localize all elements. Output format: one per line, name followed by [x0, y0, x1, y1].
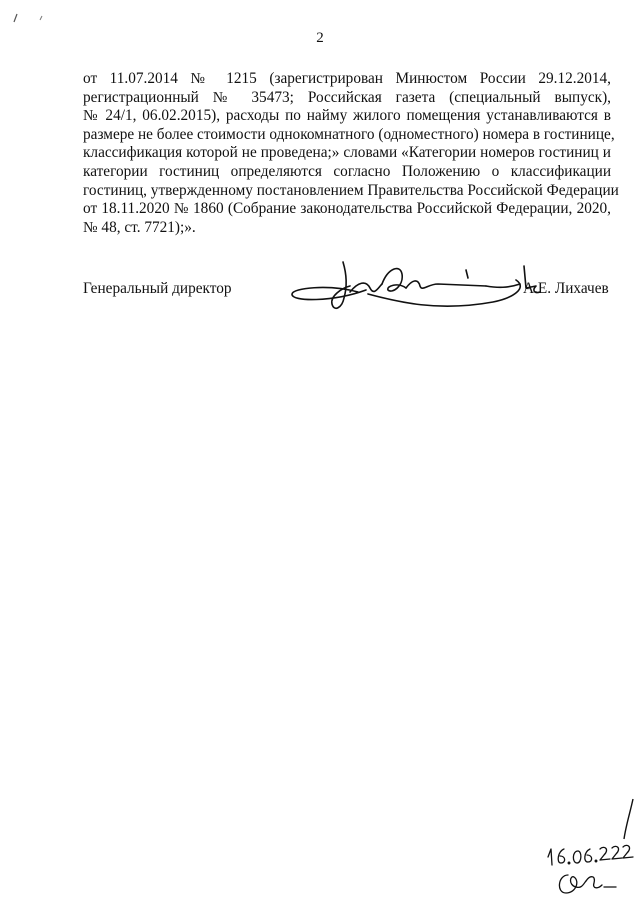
- body-line: гостиниц, утвержденному постановлением Правительства Российской Федерации: [83, 181, 619, 199]
- body-line: размере не более стоимости однокомнатного (одноместного) номера в гостинице,: [83, 125, 615, 143]
- body-line: категории гостиниц определяются согласно Положению о классификации: [83, 162, 611, 180]
- body-line: № 24/1, 06.02.2015), расходы по найму жилого помещения устанавливаются в: [83, 107, 611, 125]
- body-paragraph: [83, 70, 619, 237]
- handwritten-date-and-initials: [528, 835, 638, 905]
- page-number: 2: [316, 30, 324, 46]
- scan-artifact-top-left: [10, 8, 50, 28]
- body-line: классификация которой не проведена;» словами «Категории номеров гостиниц и: [83, 144, 611, 162]
- body-line: от 18.11.2020 № 1860 (Собрание законодательства Российской Федерации, 2020,: [83, 200, 611, 218]
- position-title: Генеральный директор: [83, 280, 232, 297]
- body-line: регистрационный № 35473; Российская газета (специальный выпуск),: [83, 88, 611, 106]
- body-line: № 48, ст. 7721);».: [83, 218, 196, 236]
- signer-name: А.Е. Лихачев: [523, 280, 609, 297]
- body-line: от 11.07.2014 № 1215 (зарегистрирован Минюстом России 29.12.2014,: [83, 70, 611, 87]
